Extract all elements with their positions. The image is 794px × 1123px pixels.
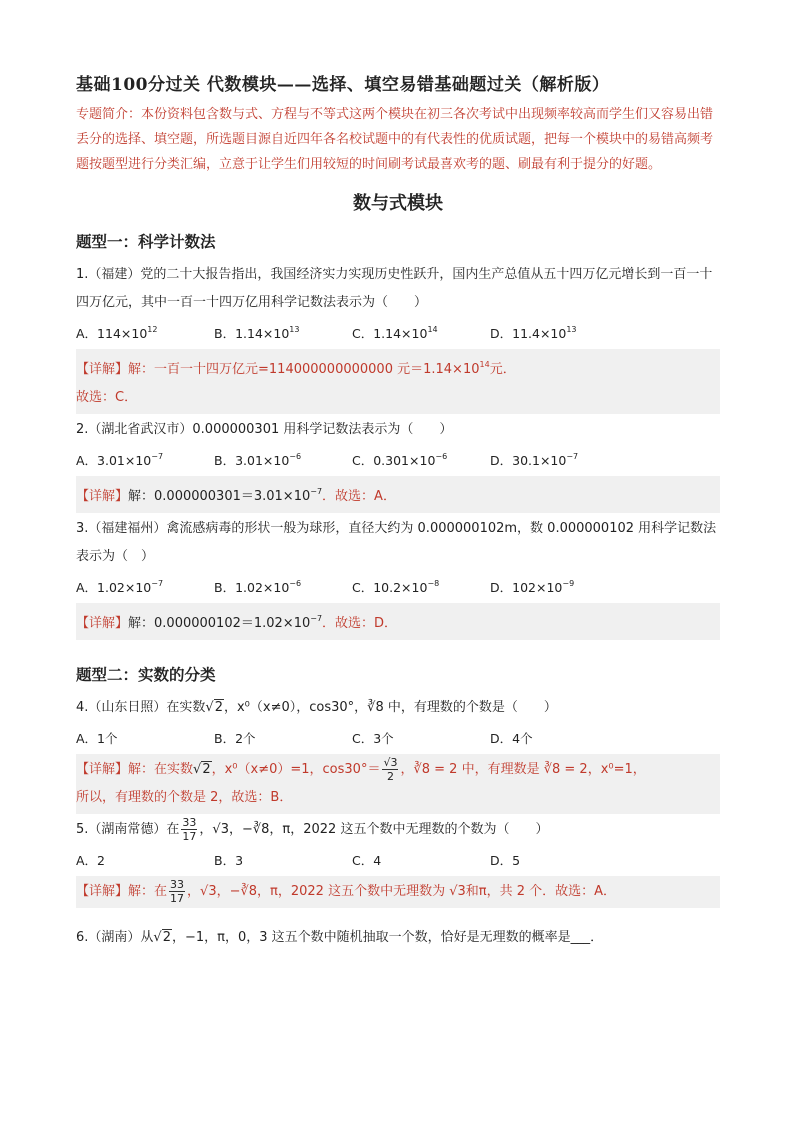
option-a: A．$1.02\times 10^{-7}$	[76, 579, 164, 595]
section-title: 数与式模块	[353, 193, 443, 214]
option-b: B．$1.02\times 10^{-6}$	[214, 579, 302, 595]
document-title: 基础100分过关 代数模块——选择、填空易错基础题过关（解析版）	[76, 75, 610, 95]
answer-tag: 【详解】	[76, 362, 129, 377]
question-3-stem: 3.（福建福州）禽流感病毒的形状一般为球形，直径大约为 0.000000102m，数 0.000000102 用科学记数法表示为（ ）	[76, 521, 717, 564]
question-1-answer: 【详解】解：一百一十四万亿元=114000000000000 元$=1.14\times 10^{14}$元． 故选：C．	[76, 349, 720, 414]
question-1-stem: 1.（福建）党的二十大报告指出，我国经济实力实现历史性跃升，国内生产总值从五十四万亿元增长到一百一十四万亿元，其中一百一十四万亿用科学记数法表示为（ ）	[76, 267, 713, 310]
option-c: C．$0.301\times 10^{-6}$	[352, 452, 448, 468]
option-b: B．2个	[214, 731, 256, 746]
option-d: D．$11.4\times 10^{13}$	[490, 325, 577, 341]
option-b: B．$1.14\times 10^{13}$	[214, 325, 300, 341]
option-b: B．3	[214, 853, 244, 868]
question-type-heading: 题型一：科学计数法	[76, 233, 216, 251]
option-a: A．1个	[76, 731, 118, 746]
question-5-stem: 5.（湖南常德）在 $\frac{33}{17}$ ，√3，−∛8，π，2022 这五个数中无理数的个数为（ ）	[76, 816, 549, 843]
option-c: C．4	[352, 853, 382, 868]
question-2-answer: 【详解】解：$0.000000301=3.01\times 10^{-7}$．故选：A．	[76, 476, 720, 513]
fraction: $\frac{33}{17}$	[182, 816, 197, 843]
question-4-options	[76, 722, 720, 754]
option-d: D．4个	[490, 731, 533, 746]
option-b: B．$3.01\times 10^{-6}$	[214, 452, 302, 468]
question-5-options	[76, 844, 720, 876]
question-2-stem: 2.（湖北省武汉市）0.000000301 用科学记数法表示为（ ）	[76, 422, 453, 437]
question-5-answer: 【详解】解：在 $\frac{33}{17}$ ，√3，−∛8，π，2022 这五个数中无理数为 √3和π，共 2 个．故选：A．	[76, 876, 720, 908]
question-3-options	[76, 571, 720, 603]
option-a: A．$3.01\times 10^{-7}$	[76, 452, 164, 468]
question-4-answer: 【详解】解：在实数√2，x⁰（x≠0）=1，cos30°＝ $\frac{√3}{2}$ ，∛8 = 2 中，有理数是 ∛8 = 2，x⁰=1， 所以，有理数的个数是 2，故选：B．	[76, 754, 720, 814]
option-c: C．$1.14\times 10^{14}$	[352, 325, 438, 341]
question-3-answer: 【详解】解：$0.000000102=1.02\times 10^{-7}$．故选：D．	[76, 603, 720, 640]
fraction: $\frac{√3}{2}$	[383, 756, 398, 783]
fraction: $\frac{33}{17}$	[170, 878, 185, 905]
question-6-stem: 6.（湖南）从√2，−1，π，0，3 这五个数中随机抽取一个数，恰好是无理数的概率是___．	[76, 930, 604, 945]
option-d: D．$30.1\times 10^{-7}$	[490, 452, 579, 468]
option-d: D．$102\times 10^{-9}$	[490, 579, 575, 595]
option-c: C．$10.2\times 10^{-8}$	[352, 579, 440, 595]
intro-paragraph: 专题简介：本份资料包含数与式、方程与不等式这两个模块在初三各次考试中出现频率较高而学生们又容易出错丢分的选择、填空题，所选题目源自近四年各名校试题中的有代表性的优质试题，把每一个模块中的易错高频考题按题型进行分类汇编，立意于让学生们用较短的时间刷考试最喜欢考的题、刷最有利于提分的好题。	[76, 107, 714, 172]
question-type-heading: 题型二：实数的分类	[76, 666, 216, 684]
option-a: A．2	[76, 853, 106, 868]
option-a: A．$114\times 10^{12}$	[76, 325, 158, 341]
document-page	[76, 72, 720, 952]
option-d: D．5	[490, 853, 521, 868]
question-4-stem: 4.（山东日照）在实数√2，x⁰（x≠0），cos30°，∛8 中，有理数的个数是（ ）	[76, 700, 557, 715]
question-2-options	[76, 444, 720, 476]
question-1-options	[76, 317, 720, 349]
option-c: C．3个	[352, 731, 394, 746]
